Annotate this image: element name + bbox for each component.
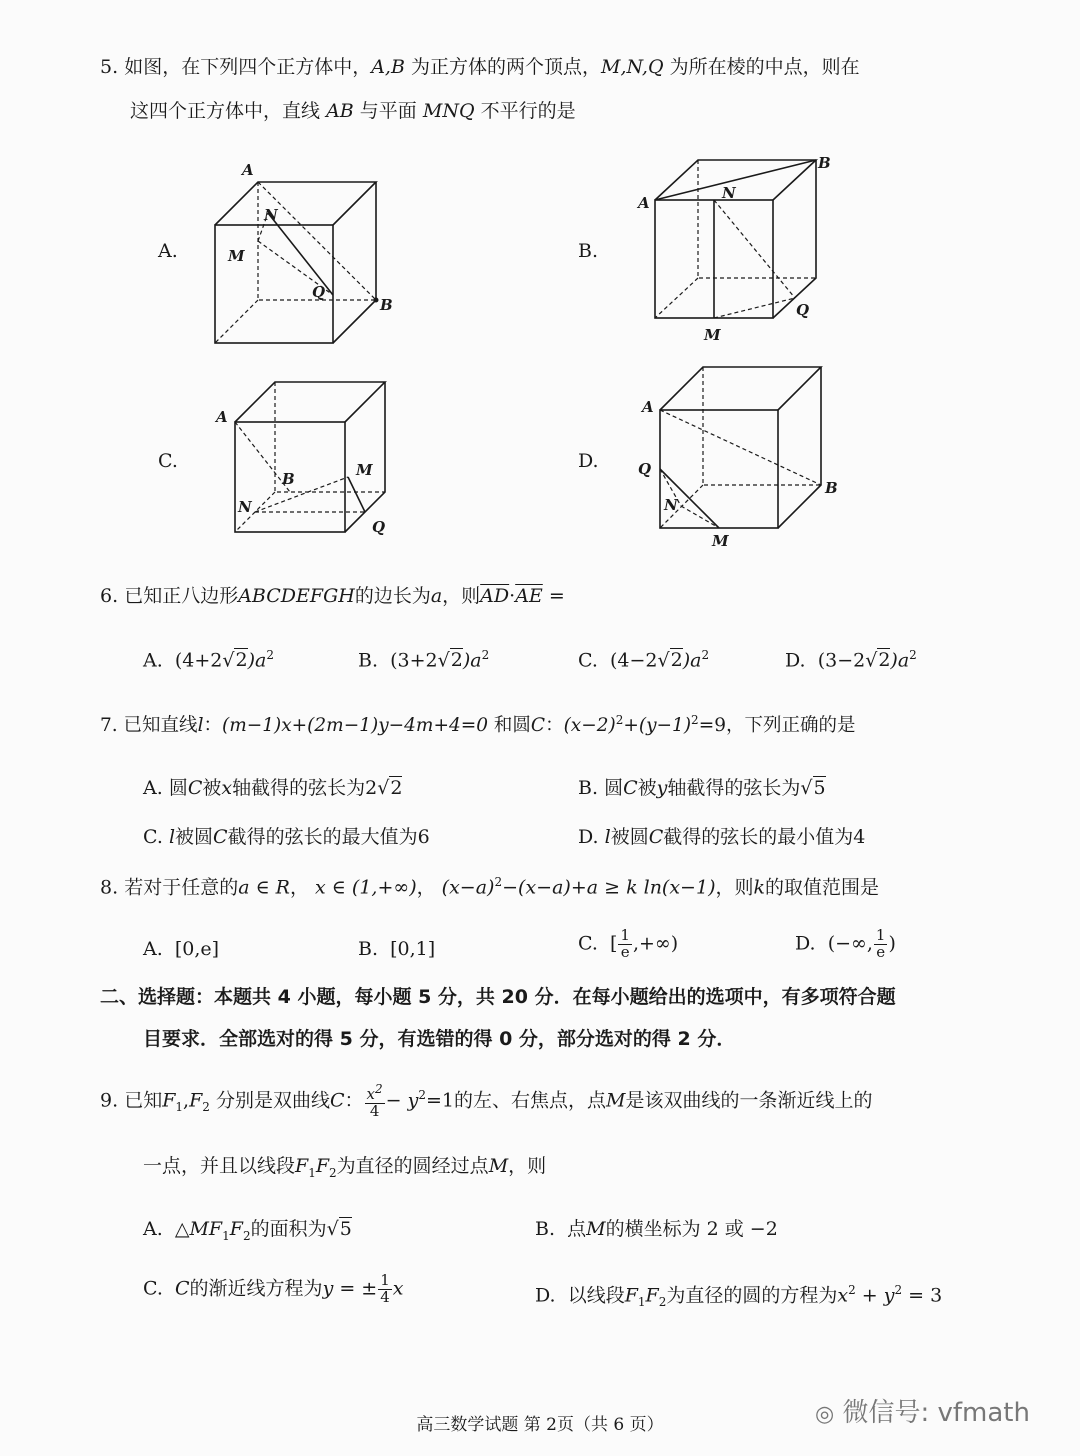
q9-curve-name: C [329, 1089, 345, 1112]
q8-condition: x ∈ (1,+∞) [315, 876, 417, 899]
q6-option-value: )a [682, 649, 702, 672]
q5-ab: AB [326, 100, 354, 122]
q6-option-exponent: 2 [266, 648, 274, 662]
q6-option-value: (4−2 [610, 649, 658, 672]
cube-c-label-a: A [216, 408, 228, 426]
q8-inequality: −(x−a)+a ≥ k ln(x−1) [502, 876, 716, 899]
cube-c-line-mq [348, 477, 365, 512]
cube-b-label-a: A [638, 194, 650, 212]
q7-option-text: y [656, 777, 668, 799]
q9-equation: − y [385, 1089, 419, 1112]
q6-vector-ad: $\overline{AD}$ [480, 585, 510, 607]
cube-c-label-m: M [356, 461, 373, 479]
q8-option-value: ,+∞) [632, 932, 679, 955]
q7-option-text: C [187, 777, 203, 799]
q7-option-text: 截得的弦长的最大值为6 [227, 826, 430, 848]
page-footer: 高三数学试题 第 2页（共 6 页） [416, 1415, 664, 1435]
cube-d-label-q: Q [638, 460, 652, 478]
q6-vector-ae: $\overline{AE}$ [515, 585, 543, 607]
q7-option-text: C [213, 826, 228, 848]
cube-d-top-edges [660, 367, 821, 410]
q5-option-b-label: B. [578, 240, 599, 262]
q6-dot: · [509, 585, 516, 607]
q7-circle-equation: +(y−1) [623, 715, 692, 737]
q7-text: ： [545, 715, 564, 737]
cube-b-right-edges [773, 160, 816, 318]
section2-heading-line1: 二、选择题：本题共 4 小题，每小题 5 分，共 20 分．在每小题给出的选项中，有多项符合题 [100, 986, 896, 1008]
q6-option-exponent: 2 [909, 648, 917, 662]
q6-polygon: ABCDEFGH [238, 585, 355, 607]
q5-line2 [130, 100, 576, 123]
q7-circle-name: C [530, 715, 546, 737]
fraction-denominator: 4 [369, 1101, 380, 1120]
q5-text: 与平面 [359, 100, 417, 122]
q9-option-text: C [175, 1277, 190, 1300]
cube-c-figure [210, 380, 410, 550]
q9-text: 是该双曲线的一条渐近线上的 [625, 1089, 873, 1112]
q6-stem [100, 585, 565, 608]
q9-option-b [535, 1218, 778, 1241]
q7-option-d [578, 826, 865, 849]
q6-option-label: C. [578, 649, 598, 672]
cube-d-figure [630, 360, 860, 560]
q8-option-label: B. [358, 938, 379, 960]
q7-option-label: C. [143, 826, 163, 848]
q7-option-text: 圆 [168, 777, 188, 799]
q9-option-text: 的面积为 [250, 1218, 327, 1240]
cube-c-label-n: N [238, 498, 252, 516]
fraction-denominator: e [876, 942, 886, 961]
q9-option-label: B. [535, 1218, 556, 1240]
cube-a-label-n: N [264, 206, 278, 224]
q7-option-text: 圆 [604, 777, 624, 799]
q7-line-name: l [197, 715, 204, 737]
q8-option-d [795, 928, 896, 961]
q9-text: 一点，并且以线段 [143, 1155, 296, 1177]
q8-option-label: D. [795, 932, 816, 955]
q6-option-value: )a [462, 649, 482, 672]
q9-subscript: 2 [242, 1228, 251, 1243]
q7-option-text: 轴截得的弦长为 [667, 777, 801, 799]
q9-option-text: 的渐近线方程为 [189, 1277, 323, 1300]
cube-b-figure [630, 150, 860, 350]
q9-option-a: A. $\triangle MF_1F_2$的面积为√5 [143, 1218, 352, 1243]
wechat-icon: ◎ [815, 1402, 835, 1427]
q9-exponent: 2 [418, 1087, 426, 1102]
q6-option-value: (3+2 [390, 649, 438, 672]
q9-text: ： [344, 1089, 364, 1112]
q7-option-text: l [604, 826, 611, 848]
cube-c-label-b: B [282, 470, 295, 488]
q6-option-d: D. $(3-2√2)a^2$ [785, 648, 917, 672]
cube-b-line-nq [714, 200, 795, 298]
q7-text: 和圆 [493, 715, 531, 737]
q8-exponent: 2 [494, 875, 503, 889]
q5-text: 这四个正方体中，直线 [130, 100, 321, 122]
q7-text: ： [203, 715, 222, 737]
q6-side: a [430, 585, 443, 607]
q8-option-a [143, 938, 219, 961]
q8-option-fraction [874, 928, 888, 961]
q9-option-text: M [586, 1218, 606, 1240]
q9-option-text: 点 [567, 1218, 587, 1240]
q9-option-equation: + y [855, 1284, 895, 1307]
q5-text: 如图，在下列四个正方体中， [124, 56, 372, 78]
q9-fraction [365, 1083, 385, 1120]
q9-option-label: C. [143, 1277, 163, 1300]
fraction-numerator: 1 [380, 1271, 390, 1289]
q6-option-value: (4+2 [174, 649, 223, 672]
q8-text: ， [416, 876, 436, 899]
q7-option-b: B. 圆C被y轴截得的弦长为√5 [578, 777, 826, 799]
q7-stem [100, 713, 855, 737]
q6-equals: = [548, 585, 565, 607]
cube-b-label-q: Q [796, 301, 810, 319]
q5-text: 不平行的是 [480, 100, 576, 122]
q9-focus: F [189, 1089, 203, 1112]
q9-focus: F [229, 1218, 243, 1240]
q6-option-c: C. $(4-2√2)a^2$ [578, 648, 710, 672]
q6-option-label: A. [143, 649, 163, 672]
q5-number: 5. [100, 56, 119, 78]
q8-text: k [753, 876, 766, 899]
q7-circle-equation: =9 [698, 715, 726, 737]
cube-a-label-b: B [380, 296, 393, 314]
cube-a-label-a: A [242, 161, 254, 179]
cube-d-label-m: M [712, 532, 729, 550]
cube-a-top-edges [215, 182, 376, 225]
q5-line1 [100, 56, 860, 79]
q6-text: ，则 [442, 585, 481, 607]
cube-b-hidden-edge [655, 278, 698, 318]
q6-option-label: B. [358, 649, 379, 672]
q7-option-label: D. [578, 826, 599, 848]
cube-a-figure [190, 155, 420, 360]
cube-c-label-q: Q [372, 518, 386, 536]
q7-option-radical: 5 [813, 777, 826, 799]
q6-option-value: )a [890, 649, 910, 672]
cube-b-label-b: B [818, 154, 831, 172]
q5-mnq: M,N,Q [601, 56, 664, 78]
q9-option-label: A. [143, 1218, 163, 1240]
q9-option-text: 为直径的圆的方程为 [666, 1284, 838, 1307]
q7-exponent: 2 [691, 713, 699, 727]
q7-option-text: 轴截得的弦长为2 [232, 777, 378, 799]
cube-a-label-m: M [228, 247, 245, 265]
q9-option-fraction [378, 1273, 392, 1306]
q7-option-a: A. 圆C被x轴截得的弦长为2√2 [143, 777, 403, 799]
q9-text: 分别是双曲线 [215, 1089, 330, 1112]
cube-c-right-edges [345, 382, 385, 532]
q5-option-c-label: C. [158, 450, 178, 472]
q8-text: ，则 [715, 876, 754, 899]
watermark-text: 微信号: vfmath [842, 1398, 1030, 1428]
q7-option-text: l [168, 826, 176, 848]
q8-text: 的取值范围是 [765, 876, 880, 899]
cube-c-line-nm [255, 477, 348, 512]
q9-subscript: 1 [175, 1100, 184, 1115]
q9-focus: F [162, 1089, 176, 1112]
q7-option-text: 被 [637, 777, 657, 799]
q9-focus: F [295, 1155, 309, 1177]
cube-a-right-edges [333, 182, 376, 343]
fraction-numerator: 1 [875, 926, 886, 944]
q8-option-c [578, 928, 678, 961]
q7-circle-equation: (x−2) [563, 715, 616, 737]
q9-exponent: 2 [848, 1283, 856, 1297]
q9-option-text: y = ± [322, 1277, 378, 1300]
q7-option-radical: 2 [390, 777, 403, 799]
cube-d-label-n: N [664, 496, 678, 514]
cube-b-label-m: M [704, 326, 721, 344]
q6-option-radical: 2 [235, 649, 248, 672]
q7-option-label: B. [578, 777, 599, 799]
q9-point: M [606, 1089, 626, 1112]
q7-option-text: x [221, 777, 233, 799]
q6-text: 已知正八边形 [124, 585, 239, 607]
q9-option-c [143, 1273, 403, 1306]
q7-option-label: A. [143, 777, 163, 799]
cube-c-top-edges [235, 382, 385, 422]
q9-number: 9. [100, 1089, 119, 1112]
q8-option-value: ) [888, 932, 896, 955]
q9-text: , [183, 1089, 190, 1112]
q9-option-text: 的横坐标为 2 或 −2 [605, 1218, 778, 1240]
fraction-numerator: 1 [620, 926, 630, 944]
watermark [815, 1392, 1030, 1429]
cube-a-point-b [374, 298, 379, 303]
q8-option-label: C. [578, 932, 598, 955]
q8-option-value: [ [610, 932, 618, 955]
q9-focus: F [645, 1284, 659, 1307]
q8-stem [100, 875, 879, 899]
q6-option-b: B. $(3+2√2)a^2$ [358, 648, 490, 672]
q6-option-value: )a [247, 649, 267, 672]
q8-condition: a ∈ R [238, 876, 290, 899]
q7-option-c [143, 826, 430, 849]
cube-a-hidden-edge [215, 300, 258, 343]
q8-option-b [358, 938, 435, 961]
cube-a-label-q: Q [312, 283, 326, 301]
q6-text: 的边长为 [354, 585, 431, 607]
q8-option-value: (−∞, [827, 932, 873, 955]
q5-mnq: MNQ [422, 100, 475, 122]
q7-exponent: 2 [615, 713, 624, 727]
fraction-numerator [365, 1083, 385, 1104]
q6-option-radical: 2 [670, 649, 683, 672]
fraction-exponent: 2 [375, 1082, 383, 1096]
q7-text: 已知直线 [123, 715, 198, 737]
q6-option-exponent: 2 [701, 648, 710, 662]
q9-option-label: D. [535, 1284, 556, 1307]
q8-inequality: (x−a) [441, 876, 495, 899]
q7-option-text: 被圆 [610, 826, 649, 848]
q8-option-value: [0,e] [174, 938, 220, 960]
q8-number: 8. [100, 876, 119, 899]
q9-subscript: 2 [202, 1100, 210, 1115]
fraction-var: x [366, 1085, 375, 1103]
q8-text: 若对于任意的 [124, 876, 239, 899]
q8-text: ， [289, 876, 309, 899]
q5-text: 为所在棱的中点，则在 [669, 56, 860, 78]
q8-option-value: [0,1] [390, 938, 436, 960]
q6-option-exponent: 2 [481, 648, 490, 662]
q9-text: 为直径的圆经过点 [336, 1155, 489, 1177]
q5-ab: A,B [371, 56, 405, 78]
q9-focus: F [624, 1284, 638, 1307]
cube-d-right-edges [778, 367, 821, 528]
q7-text: ，下列正确的是 [725, 715, 856, 737]
q7-option-text: 被 [202, 777, 222, 799]
q9-option-d [535, 1283, 942, 1310]
q9-text: 的左、右焦点，点 [454, 1089, 607, 1112]
fraction-denominator: e [620, 942, 630, 961]
q7-line-equation: (m−1)x+(2m−1)y−4m+4=0 [222, 715, 489, 737]
q9-subscript: 2 [329, 1165, 337, 1180]
q8-option-fraction [618, 928, 632, 961]
q9-option-radical: 5 [339, 1218, 352, 1240]
q6-option-radical: 2 [878, 649, 891, 672]
q9-option-text: x [392, 1277, 404, 1300]
q9-exponent: 2 [894, 1283, 903, 1297]
cube-b-hidden-edges [698, 160, 816, 278]
q8-option-label: A. [143, 938, 163, 960]
q9-subscript: 1 [222, 1228, 230, 1243]
q7-option-text: 被圆 [175, 826, 214, 848]
q9-text: 已知 [124, 1089, 163, 1112]
cube-d-label-a: A [642, 398, 654, 416]
q9-stem-line2 [143, 1155, 546, 1180]
q5-option-d-label: D. [578, 450, 599, 472]
cube-b-label-n: N [722, 184, 736, 202]
q5-option-a-label: A. [158, 240, 178, 262]
q6-option-radical: 2 [450, 649, 463, 672]
q7-option-text: C [623, 777, 638, 799]
q9-option-equation: x [837, 1284, 849, 1307]
q9-subscript: 1 [637, 1295, 646, 1310]
fraction-denominator: 4 [380, 1287, 390, 1306]
q9-subscript: 2 [658, 1295, 667, 1310]
section2-heading-line2: 目要求．全部选对的得 5 分，有选错的得 0 分，部分选对的得 2 分． [143, 1028, 736, 1050]
q9-option-text: △MF [174, 1218, 223, 1240]
q7-option-text: C [648, 826, 664, 848]
cube-d-line-ab [660, 410, 821, 485]
q9-option-equation: = 3 [902, 1284, 943, 1307]
q9-option-text: 以线段 [567, 1284, 625, 1307]
q9-point: M [488, 1155, 509, 1177]
q6-option-value: (3−2 [817, 649, 866, 672]
q6-number: 6. [100, 585, 119, 607]
q9-subscript: 1 [308, 1165, 316, 1180]
cube-d-label-b: B [825, 479, 838, 497]
q9-focus: F [315, 1155, 330, 1177]
q9-text: ，则 [508, 1155, 547, 1177]
q5-text: 为正方体的两个顶点， [410, 56, 601, 78]
q9-equation: =1 [425, 1089, 454, 1112]
q6-option-label: D. [785, 649, 806, 672]
q7-option-text: 截得的弦长的最小值为4 [663, 826, 866, 848]
q9-stem-line1 [100, 1083, 873, 1120]
q7-number: 7. [100, 715, 118, 737]
q6-option-a: A. $(4+2√2)a^2$ [143, 648, 274, 672]
